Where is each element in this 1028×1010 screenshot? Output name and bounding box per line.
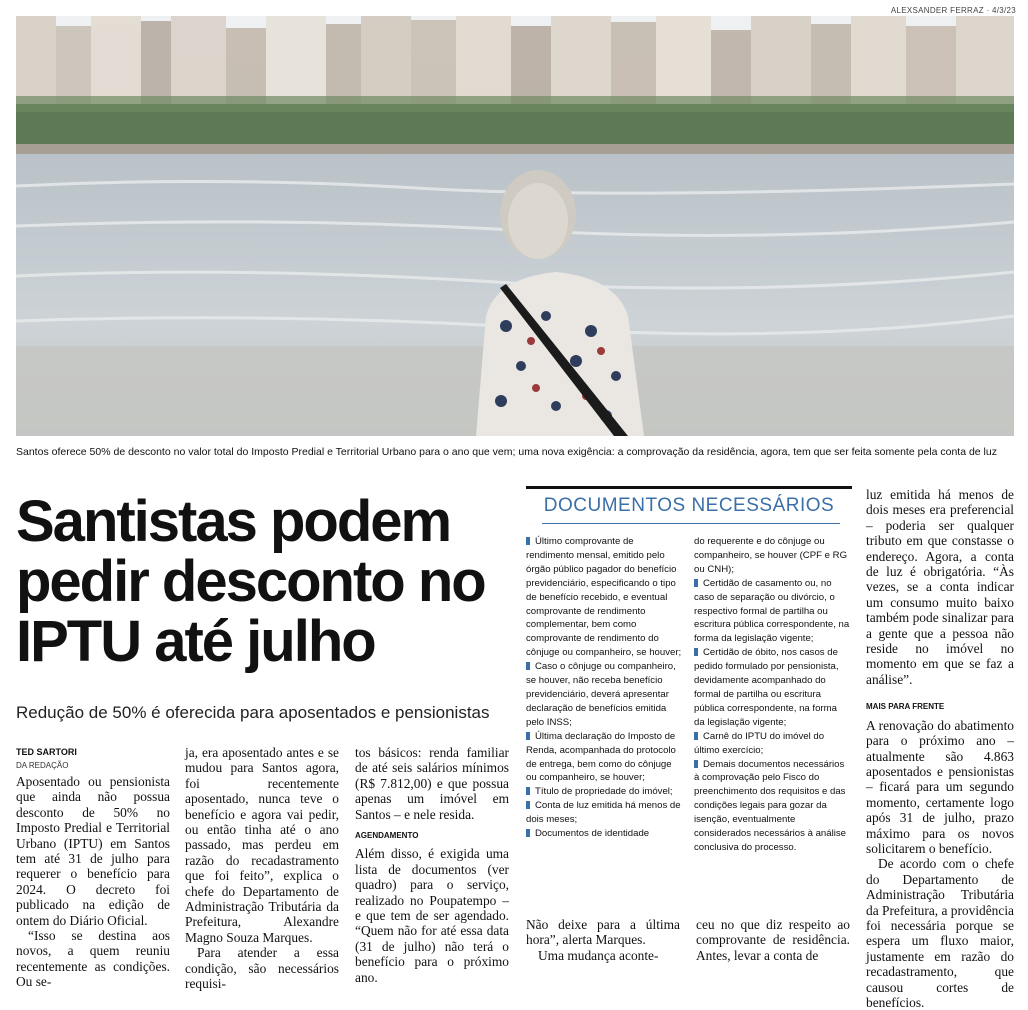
article-column-1	[16, 774, 170, 990]
paragraph: ja, era aposentado antes e se mudou para Santos agora, foi recentemente aposentado, nunca teve o benefício e agora vai pedir, ou então tinha até o ano passado, mas perdeu em razão do recadastramento que foi feito”, explica o chefe do Departamento de Administração Tributária da Prefeitura, Alexandre Magno Souza Marques.	[185, 745, 339, 945]
bullet-icon	[694, 760, 698, 768]
photo-credit: ALEXSANDER FERRAZ · 4/3/23	[890, 6, 1016, 15]
paragraph: Uma mudança aconte-	[538, 947, 659, 963]
documents-box	[526, 486, 852, 907]
paragraph: “Isso se destina aos novos, a quem reuniu recentemente as condições. Ou se-	[16, 928, 170, 990]
paragraph: Não deixe para a última hora”, alerta Marques.	[526, 917, 680, 948]
box-column-right	[694, 535, 850, 855]
section-kicker: MAIS PARA FRENTE	[866, 702, 945, 712]
bullet-icon	[526, 732, 530, 740]
byline: TED SARTORI	[16, 747, 77, 757]
article-column-5	[696, 917, 850, 963]
bullet-icon	[526, 787, 530, 795]
headline-line-2: pedir desconto no	[16, 549, 485, 614]
paragraph: A renovação do abatimento para o próximo ano – atualmente são 4.863 aposentados e pensionistas – ficará para um segundo momento, certamente logo após 31 de julho, prazo máximo para os novos solicitarem o benefício.	[866, 717, 1014, 856]
desk-label: DA REDAÇÃO	[16, 761, 69, 770]
bullet-icon	[526, 801, 530, 809]
section-kicker: AGENDAMENTO	[355, 831, 419, 841]
list-item	[526, 799, 682, 827]
list-item-text: Certidão de casamento ou, no caso de separação ou divórcio, o respectivo formal de partilha ou escritura pública correspondente, na forma da legislação vigente;	[694, 577, 850, 645]
list-item-text: Última declaração do Imposto de Renda, acompanhada do protocolo de entrega, bem como do cônjuge ou companheiro, se houver;	[526, 730, 676, 784]
headline	[16, 489, 516, 674]
list-item-text: Último comprovante de rendimento mensal, emitido pelo órgão público pagador do benefício previdenciário, especificando o tipo de benefício recebido, e eventual comprovante de rendimento complementar, bem como comprovante de rendimento do cônjuge ou companheiro, se houver;	[526, 536, 682, 659]
list-item	[694, 646, 850, 729]
list-item-text: Certidão de óbito, nos casos de pedido formulado por pensionista, devidamente acompanhado do formal de partilha ou escritura pública correspondente, na forma da legislação vigente;	[694, 647, 839, 728]
list-item-text: Documentos de identidade	[535, 828, 650, 840]
bullet-icon	[694, 579, 698, 587]
box-title: DOCUMENTOS NECESSÁRIOS	[543, 495, 835, 516]
box-divider	[542, 523, 840, 524]
list-item-text: Carnê do IPTU do imóvel do último exercício;	[694, 730, 825, 756]
list-item	[694, 577, 850, 647]
paragraph: Aposentado ou pensionista que ainda não possua desconto de 50% no Imposto Predial e Territorial Urbano (IPTU) em Santos tem até 31 de julho para requerer o benefício para 2024. O decreto foi publicado na edição de ontem do Diário Oficial.	[16, 774, 170, 928]
bullet-icon	[694, 732, 698, 740]
list-item-text: Demais documentos necessários à comprovação pelo Fisco do preenchimento dos requisitos e das condições legais para gozar da isenção, eventualmente considerados necessários à análise conclusiva do processo.	[694, 758, 846, 853]
article-column-4	[526, 917, 680, 963]
list-item	[526, 535, 682, 660]
list-item	[526, 785, 682, 799]
paragraph: Além disso, é exigida uma lista de documentos (ver quadro) para o serviço, realizado no Poupatempo – e que tem de ser agendado. “Quem não for até essa data (31 de julho) não terá o benefício para o próximo ano.	[355, 846, 509, 985]
paragraph: tos básicos: renda familiar de até seis salários mínimos (R$ 7.812,00) e que possua apenas um imóvel em Santos – e nele resida.	[355, 745, 509, 822]
list-item	[694, 730, 850, 758]
paragraph: Para atender a essa condição, são necessários requisi-	[185, 945, 339, 992]
bullet-icon	[694, 648, 698, 656]
article-column-6	[866, 487, 1014, 1010]
list-item-text: Conta de luz emitida há menos de dois meses;	[526, 800, 681, 826]
list-item	[694, 758, 850, 855]
list-item	[526, 660, 682, 730]
list-item-text: Caso o cônjuge ou companheiro, se houver, não receba benefício previdenciário, deverá apresentar declaração de benefícios emitida pelo INSS;	[526, 661, 676, 728]
beach-photo-illustration	[16, 16, 1014, 436]
list-item	[526, 730, 682, 786]
paragraph: luz emitida há menos de dois meses era preferencial – poderia ser qualquer tributo em que constasse o endereço. Agora, a conta de luz é obrigatória. “Às vezes, se a conta indicar um consumo muito baixo também pode sinalizar para a gente que a pessoa não reside no imóvel no momento em que se faz a análise”.	[866, 487, 1014, 687]
photo-caption: Santos oferece 50% de desconto no valor total do Imposto Predial e Territorial Urbano para o ano que vem; uma nova exigência: a comprovação da residência, agora, tem que ser feita somente pela conta de luz	[16, 446, 997, 458]
bullet-icon	[526, 829, 530, 837]
list-item	[526, 827, 682, 841]
list-item-continuation: do requerente e do cônjuge ou companheiro, se houver (CPF e RG ou CNH);	[694, 536, 848, 575]
list-item-text: Título de propriedade do imóvel;	[535, 786, 673, 798]
beach-photo	[16, 16, 1014, 436]
article-column-2	[185, 745, 339, 992]
headline-line-1: Santistas podem	[16, 489, 451, 554]
bullet-icon	[526, 537, 530, 545]
paragraph: ceu no que diz respeito ao comprovante de residência. Antes, levar a conta de	[696, 917, 850, 963]
subheadline: Redução de 50% é oferecida para aposentados e pensionistas	[16, 703, 490, 722]
bullet-icon	[526, 662, 530, 670]
paragraph: De acordo com o chefe do Departamento de Administração Tributária da Prefeitura, a providência foi necessária porque se espera um fluxo maior, justamente em razão do recadastramento, que causou cortes de benefícios.	[866, 856, 1014, 1010]
headline-line-3: IPTU até julho	[16, 609, 375, 674]
article-column-3	[355, 745, 509, 985]
box-column-left	[526, 535, 682, 841]
